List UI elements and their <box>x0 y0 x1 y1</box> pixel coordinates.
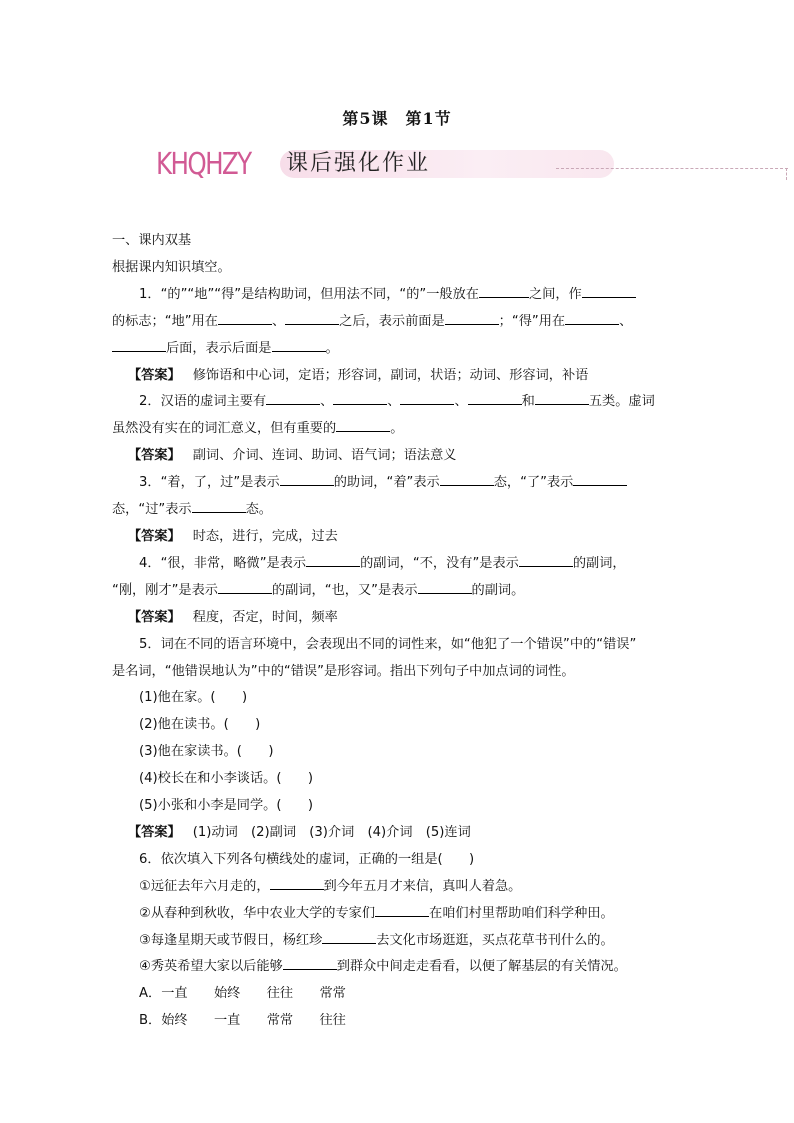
answer-blank[interactable] <box>283 955 337 970</box>
answer-blank[interactable] <box>270 875 324 890</box>
question-6-sentence: ④秀英希望大家以后能够 到群众中间走走看看，以便了解基层的有关情况。 <box>112 954 682 981</box>
answer-blank[interactable] <box>479 283 529 298</box>
answer-blank[interactable] <box>285 310 339 325</box>
question-6-sentence: ②从春种到秋收，华中农业大学的专家们 在咱们村里帮助咱们科学种田。 <box>112 901 682 928</box>
answer-1: 【答案】 修饰语和中心词，定语；形容词，副词，状语；动词、形容词，补语 <box>128 367 589 383</box>
question-5-item: (5)小张和小李是同学。( ) <box>139 798 314 814</box>
question-2-cont: 虽然没有实在的词汇意义，但有重要的 。 <box>112 416 682 443</box>
banner-divider <box>556 168 788 169</box>
question-1-cont: 的标志；“地”用在 、 之后，表示前面是 ；“得”用在 、 <box>112 309 682 336</box>
question-6-sentence: ③每逢星期天或节假日，杨红珍 去文化市场逛逛，买点花草书刊什么的。 <box>112 928 682 955</box>
answer-blank[interactable] <box>375 902 429 917</box>
question-5-item: (1)他在家。( ) <box>139 690 248 706</box>
option-a[interactable]: A．一直 始终 往往 常常 <box>139 986 346 1002</box>
answer-blank[interactable] <box>112 337 166 352</box>
section-banner <box>156 148 646 184</box>
answer-blank[interactable] <box>468 390 522 405</box>
question-6-sentence: ①远征去年六月走的， 到今年五月才来信，真叫人着急。 <box>112 874 682 901</box>
question-4: 4．“很，非常，略微”是表示 的副词，“不，没有”是表示 的副词， <box>112 551 682 578</box>
question-5-item: (3)他在家读书。( ) <box>139 744 274 760</box>
section-heading: 一、课内双基 <box>112 233 192 248</box>
worksheet-body <box>112 228 682 1035</box>
answer-blank[interactable] <box>266 390 320 405</box>
answer-blank[interactable] <box>306 552 360 567</box>
answer-blank[interactable] <box>218 310 272 325</box>
question-2: 2．汉语的虚词主要有 、 、 、 和 五类。虚词 <box>112 389 682 416</box>
banner-logo: KHQHZY <box>156 147 251 182</box>
answer-blank[interactable] <box>280 471 334 486</box>
answer-blank[interactable] <box>336 417 390 432</box>
question-1: 1．“的”“地”“得”是结构助词，但用法不同，“的”一般放在 之间，作 <box>112 282 682 309</box>
answer-blank[interactable] <box>445 310 499 325</box>
answer-5: 【答案】 (1)动词 (2)副词 (3)介词 (4)介词 (5)连词 <box>128 824 471 840</box>
answer-blank[interactable] <box>218 579 272 594</box>
answer-blank[interactable] <box>535 390 589 405</box>
section-intro: 根据课内知识填空。 <box>112 259 231 275</box>
answer-4: 【答案】 程度，否定，时间，频率 <box>128 609 338 625</box>
question-5-item: (4)校长在和小李谈话。( ) <box>139 771 314 787</box>
answer-blank[interactable] <box>192 498 246 513</box>
question-3-cont: 态，“过”表示 态。 <box>112 497 682 524</box>
answer-2: 【答案】 副词、介词、连词、助词、语气词；语法意义 <box>128 448 457 464</box>
question-4-cont: “刚，刚才”是表示 的副词，“也，又”是表示 的副词。 <box>112 578 682 605</box>
banner-divider-end <box>786 168 787 180</box>
answer-blank[interactable] <box>322 929 376 944</box>
answer-blank[interactable] <box>418 579 472 594</box>
page-title: 第5课 第1节 <box>342 109 452 128</box>
question-1-cont: 后面，表示后面是 。 <box>112 336 682 363</box>
answer-blank[interactable] <box>440 471 494 486</box>
answer-blank[interactable] <box>565 310 619 325</box>
question-5-cont: 是名词，“他错误地认为”中的“错误”是形容词。指出下列句子中加点词的词性。 <box>112 663 575 679</box>
answer-3: 【答案】 时态，进行，完成，过去 <box>128 528 338 544</box>
option-b[interactable]: B．始终 一直 常常 往往 <box>139 1013 346 1029</box>
answer-blank[interactable] <box>573 471 627 486</box>
answer-blank[interactable] <box>582 283 636 298</box>
answer-blank[interactable] <box>519 552 573 567</box>
answer-blank[interactable] <box>272 337 326 352</box>
answer-blank[interactable] <box>333 390 387 405</box>
answer-blank[interactable] <box>400 390 454 405</box>
question-6: 6．依次填入下列各句横线处的虚词，正确的一组是( ) <box>139 851 475 867</box>
banner-title: 课后强化作业 <box>286 151 431 176</box>
question-3: 3．“着，了，过”是表示 的助词，“着”表示 态，“了”表示 <box>112 470 682 497</box>
question-5-item: (2)他在读书。( ) <box>139 717 261 733</box>
question-5: 5．词在不同的语言环境中，会表现出不同的词性来，如“他犯了一个错误”中的“错误” <box>139 636 637 652</box>
